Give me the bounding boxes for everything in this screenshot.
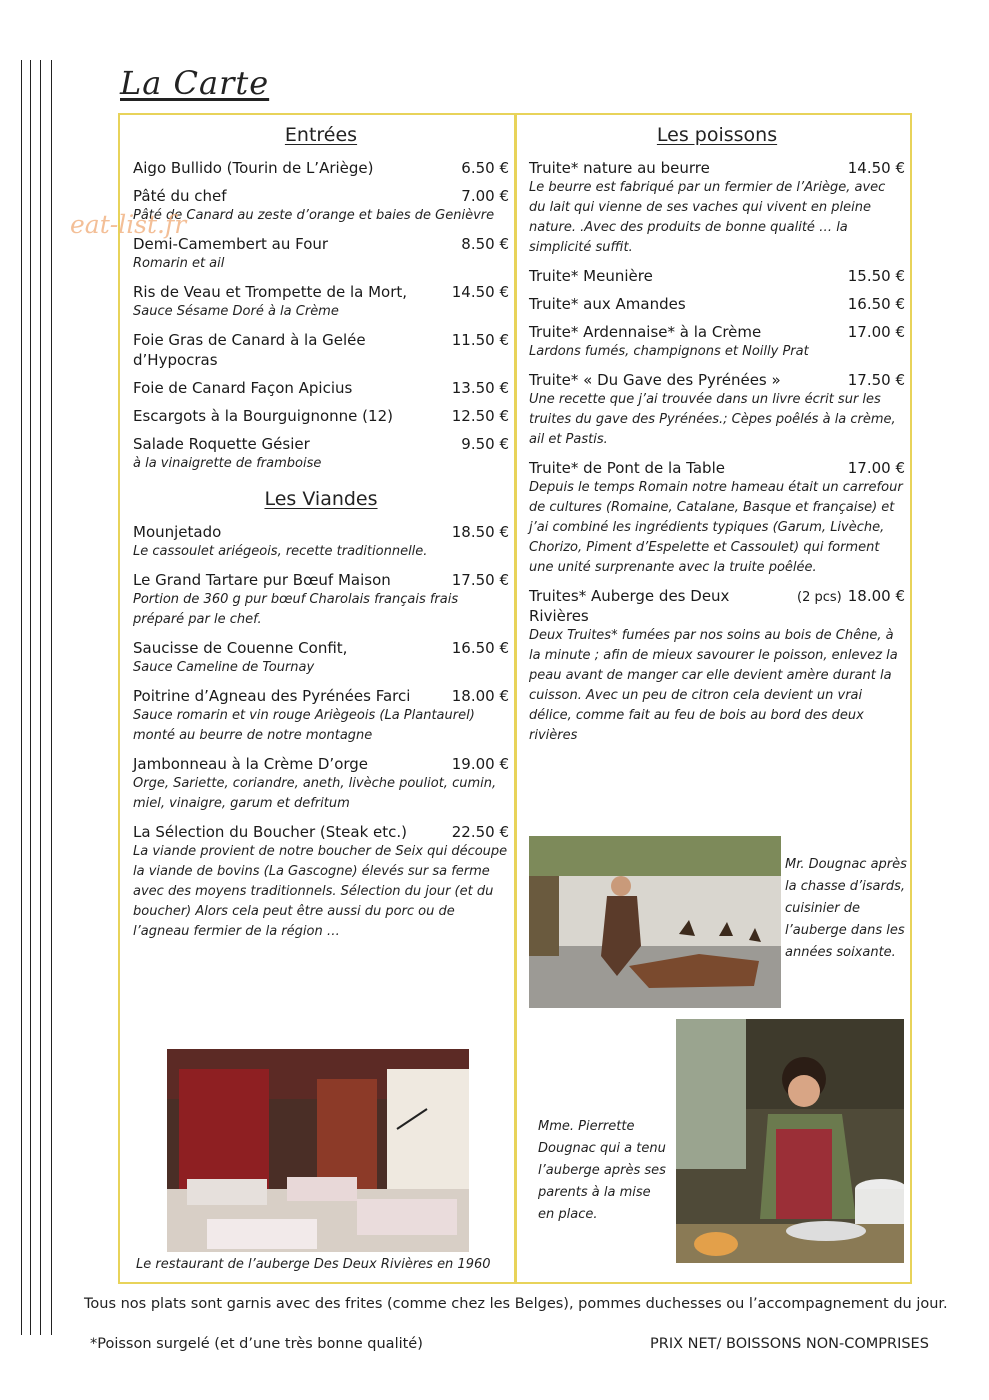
menu-item-name: Aigo Bullido (Tourin de L’Ariège)	[133, 159, 374, 177]
menu-item-row	[133, 434, 509, 454]
menu-item-description: Sauce romarin et vin rouge Ariègeois (La Plantaurel) monté au beurre de notre montagne	[133, 708, 475, 743]
menu-item-price: 12.50 €	[451, 407, 509, 425]
menu-item-description: Sauce Sésame Doré à la Crème	[133, 304, 339, 319]
right-column	[529, 124, 905, 754]
menu-item	[529, 370, 905, 450]
menu-item-row	[133, 686, 509, 706]
viandes-list	[133, 522, 509, 942]
menu-item-name: Pâté du chef	[133, 187, 227, 205]
menu-item-note: (2 pcs)	[797, 590, 842, 605]
restaurant-photo	[167, 1049, 469, 1252]
menu-item-price: 17.50 €	[847, 371, 905, 389]
menu-item-description: Portion de 360 g pur bœuf Charolais français frais préparé par le chef.	[133, 592, 459, 627]
menu-item-name: Truite* Ardennaise* à la Crème	[529, 323, 762, 341]
hunter-photo	[529, 836, 781, 1008]
restaurant-photo-image	[167, 1049, 469, 1252]
menu-item	[529, 586, 905, 746]
menu-item-name: Truite* aux Amandes	[529, 295, 686, 313]
menu-item-price: 8.50 €	[461, 235, 509, 253]
menu-item-name: Salade Roquette Gésier	[133, 435, 310, 453]
menu-item-name: Foie de Canard Façon Apicius	[133, 379, 353, 397]
menu-item-row	[133, 638, 509, 658]
garnish-note: Tous nos plats sont garnis avec des frites (comme chez les Belges), pommes duchesses ou l’accompagnement du jour.	[84, 1296, 948, 1312]
margin-line	[30, 60, 31, 1335]
menu-item-name: Jambonneau à la Crème D’orge	[133, 755, 369, 773]
menu-item-row	[133, 282, 509, 302]
menu-item-price: 17.00 €	[847, 323, 905, 341]
menu-item-row	[133, 570, 509, 590]
menu-item-price: 14.50 €	[451, 283, 509, 301]
cook-photo-image	[676, 1019, 904, 1263]
menu-item-row	[529, 294, 905, 314]
menu-item	[133, 234, 509, 274]
menu-item-price: 16.50 €	[451, 639, 509, 657]
menu-item-name: Foie Gras de Canard à la Gelée d’Hypocras	[133, 331, 366, 369]
menu-item	[529, 458, 905, 578]
section-title-viandes: Les Viandes	[264, 488, 378, 510]
menu-item	[529, 322, 905, 362]
menu-item-price: 6.50 €	[461, 159, 509, 177]
menu-item-row	[133, 330, 509, 370]
menu-item-name: Demi-Camembert au Four	[133, 235, 329, 253]
section-title-entrees: Entrées	[284, 124, 358, 146]
menu-item	[529, 294, 905, 314]
menu-item-row	[529, 370, 905, 390]
menu-item	[133, 282, 509, 322]
menu-item-price: 18.00 €	[451, 687, 509, 705]
poissons-list	[529, 158, 905, 746]
hunter-photo-image	[529, 836, 781, 1008]
menu-item-price: 7.00 €	[461, 187, 509, 205]
menu-item-description: Orge, Sariette, coriandre, aneth, livèche pouliot, cumin, miel, vinaigre, garum et defritum	[133, 776, 497, 811]
menu-item-row	[133, 406, 509, 426]
cook-caption: Mme. Pierrette Dougnac qui a tenu l’auberge après ses parents à la mise en place.	[538, 1119, 666, 1222]
column-divider	[514, 115, 517, 1282]
menu-item-description: Depuis le temps Romain notre hameau était un carrefour de cultures (Romaine, Catalane, Basque et française) et j’ai combiné les ingrédients typiques (Garum, Livèche, Chorizo, Piment d’Espelette et Cassoulet) qui forment une unité surprenante avec la truite poêlée.	[529, 480, 903, 575]
menu-item	[133, 822, 509, 942]
margin-line	[21, 60, 22, 1335]
menu-item-price: 11.50 €	[451, 331, 509, 349]
menu-item-description: Deux Truites* fumées par nos soins au bois de Chêne, à la minute ; afin de mieux savourer le poisson, enlevez la peau avant de manger car elle devient amère durant la cuisson. Avec un peu de citron cela devient un vrai délice, comme fait au feu de bois au bord des deux rivières	[529, 628, 898, 743]
menu-item-price: 14.50 €	[847, 159, 905, 177]
menu-item-price: 18.00 €	[847, 587, 905, 605]
menu-item-row	[133, 378, 509, 398]
menu-item-description: Romarin et ail	[133, 256, 225, 271]
menu-item-description: Le beurre est fabriqué par un fermier de l’Ariège, avec du lait qui vienne de ses vaches qui vivent en pleine nature. .Avec des produits de bonne qualité … la simplicité suffit.	[529, 180, 886, 255]
restaurant-caption: Le restaurant de l’auberge Des Deux Rivières en 1960	[136, 1257, 491, 1272]
menu-item-price: 17.00 €	[847, 459, 905, 477]
menu-item-description: La viande provient de notre boucher de Seix qui découpe la viande de bovins (La Gascogne) élevés sur sa ferme avec des moyens traditionnels. Sélection du jour (et du boucher) Alors cela peut être aussi du porc ou de l’agneau fermier de la région …	[133, 844, 508, 939]
menu-item-price: 22.50 €	[451, 823, 509, 841]
menu-item	[133, 754, 509, 814]
menu-item-row	[529, 266, 905, 286]
menu-item-description: Lardons fumés, champignons et Noilly Prat	[529, 344, 809, 359]
section-title-poissons: Les poissons	[656, 124, 778, 146]
menu-item-row	[133, 754, 509, 774]
menu-item-row	[529, 586, 905, 626]
cook-photo	[676, 1019, 904, 1263]
menu-item-description: Le cassoulet ariégeois, recette traditionnelle.	[133, 544, 428, 559]
menu-item-name: Ris de Veau et Trompette de la Mort,	[133, 283, 408, 301]
menu-item-description: à la vinaigrette de framboise	[133, 456, 322, 471]
menu-item-row	[133, 234, 509, 254]
menu-item-name: Mounjetado	[133, 523, 222, 541]
menu-item-name: Truite* nature au beurre	[529, 159, 710, 177]
menu-item-name: Truite* de Pont de la Table	[529, 459, 725, 477]
menu-item-row	[529, 322, 905, 342]
menu-item-name: Truites* Auberge des Deux Rivières	[529, 587, 730, 625]
menu-item-price: 19.00 €	[451, 755, 509, 773]
left-column	[133, 124, 509, 950]
menu-item-name: Le Grand Tartare pur Bœuf Maison	[133, 571, 391, 589]
menu-item-description: Pâté de Canard au zeste d’orange et baies de Genièvre	[133, 208, 495, 223]
margin-line	[51, 60, 52, 1335]
menu-item-price: 9.50 €	[461, 435, 509, 453]
watermark: eat-list.fr	[70, 210, 187, 239]
menu-item	[529, 266, 905, 286]
menu-item	[529, 158, 905, 258]
menu-item-price: 17.50 €	[451, 571, 509, 589]
menu-item	[133, 186, 509, 226]
menu-item-row	[529, 458, 905, 478]
menu-item-name: Truite* Meunière	[529, 267, 653, 285]
menu-item-row	[133, 158, 509, 178]
menu-item-row	[133, 522, 509, 542]
menu-item-name: Escargots à la Bourguignonne (12)	[133, 407, 393, 425]
margin-line	[40, 60, 41, 1335]
hunter-caption: Mr. Dougnac après la chasse d’isards, cuisinier de l’auberge dans les années soixante.	[785, 857, 907, 960]
menu-item-description: Sauce Cameline de Tournay	[133, 660, 315, 675]
menu-item-name: Poitrine d’Agneau des Pyrénées Farci	[133, 687, 411, 705]
frozen-fish-note: *Poisson surgelé (et d’une très bonne qualité)	[90, 1336, 423, 1352]
menu-item-description: Une recette que j’ai trouvée dans un livre écrit sur les truites du gave des Pyrénées.; Cèpes poêlés à la crème, ail et Pastis.	[529, 392, 896, 447]
menu-item	[133, 686, 509, 746]
prices-note: PRIX NET/ BOISSONS NON-COMPRISES	[650, 1336, 929, 1352]
menu-item-price: 16.50 €	[847, 295, 905, 313]
menu-item	[133, 330, 509, 370]
menu-item	[133, 158, 509, 178]
menu-item	[133, 638, 509, 678]
menu-item-row	[133, 822, 509, 842]
menu-item	[133, 570, 509, 630]
menu-item-row	[133, 186, 509, 206]
menu-item	[133, 434, 509, 474]
menu-item	[133, 522, 509, 562]
menu-item-name: Truite* « Du Gave des Pyrénées »	[529, 371, 781, 389]
menu-item-row	[529, 158, 905, 178]
menu-item-name: La Sélection du Boucher (Steak etc.)	[133, 823, 408, 841]
entrees-list	[133, 158, 509, 474]
menu-item-name: Saucisse de Couenne Confit,	[133, 639, 348, 657]
menu-item-price: 18.50 €	[451, 523, 509, 541]
menu-item	[133, 406, 509, 426]
menu-item-price: 15.50 €	[847, 267, 905, 285]
page-title: La Carte	[120, 64, 270, 102]
menu-item-price: 13.50 €	[451, 379, 509, 397]
menu-item	[133, 378, 509, 398]
